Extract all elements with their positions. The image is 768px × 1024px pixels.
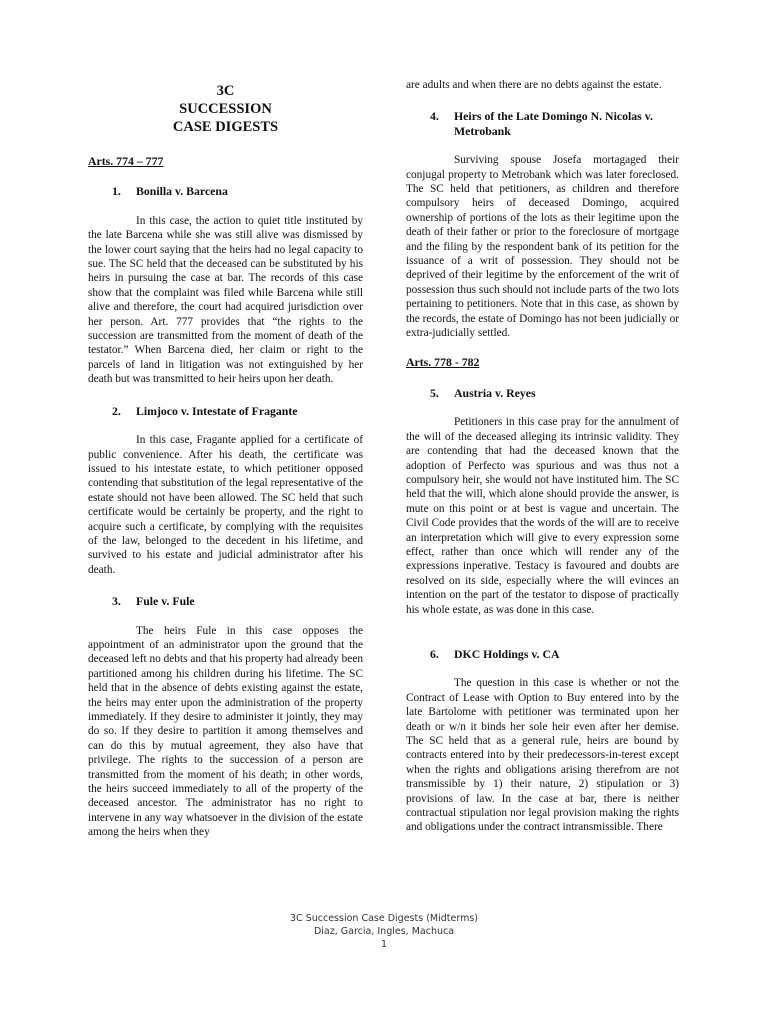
case-heading-6 (406, 647, 679, 661)
case-body-4: Surviving spouse Josefa mortagaged their conjugal property to Metrobank which was later foreclosed. The SC held that petitioners, as children and therefore compulsory heirs of deceased Domingo, acquired ownership of portions of the lots as their legitime upon the death of their father or prior to the foreclosure of mortgage and the filing by the respondent bank of its petition for the issuance of a writ of possession. They should not be deprived of their legitime by the enforcement of the writ of possession thus such should not include parts of the two lots pertaining to petitioners. Note that in this case, as shown by the records, the estate of Domingo has not been judicially or extra-judicially settled. (406, 154, 679, 340)
continuation-text: are adults and when there are no debts against the estate. (406, 79, 662, 91)
document-title (88, 82, 363, 136)
case-number: 3. (112, 594, 121, 609)
case-body-5: Petitioners in this case pray for the annulment of the will of the deceased alleging its intrinsic validity. They are contending that had the deceased known that the adoption of Perfecto was spurious and was thus not a compulsory heir, she would not have instituted him. The SC held that the will, which alone should provide the answer, is mute on this point or at best is vague and uncertain. The Civil Code provides that the words of the will are to receive an interpretation which will give to every expression some effect, rather than once which will render any of the expressions inperative. Testacy is favoured and doubts are resolved on its side, especially where the will evinces an intention on the part of the testator to dispose of practically his whole estate, as was done in this case. (406, 416, 679, 616)
page-footer (0, 912, 768, 951)
case-number: 1. (112, 184, 121, 199)
footer-title: 3C Succession Case Digests (Midterms) (290, 913, 478, 924)
case-heading-5 (406, 386, 679, 400)
case-body-6: The question in this case is whether or not the Contract of Lease with Option to Buy entered into by the late Bartolome with petitioner was terminated upon her death or w/n it binds her sole heir even after her demise. The SC held that as a general rule, heirs are bound by contracts entered into by their predecessors-in-terest except when the rights and obligations arising therefrom are not transmissible by 1) their nature, 2) stipulation or 3) provisions of law. In the case at bar, there is neither contractual stipulation nor legal provision making the rights and obligations under the contract intransmissible. There (406, 677, 679, 834)
case-heading-1 (88, 184, 363, 198)
case-name: Bonilla v. Barcena (136, 184, 228, 199)
section-heading-arts-778-782: Arts. 778 - 782 (406, 354, 480, 369)
title-line-2: SUCCESSION (179, 101, 272, 117)
case-name: Limjoco v. Intestate of Fragante (136, 403, 298, 418)
case-number: 4. (430, 109, 439, 124)
case-body-2: In this case, Fragante applied for a certificate of public convenience. After his death, the certificate was issued to his intestate estate, to which petitioner opposed contending that substitution of the legal representative of the estate should not have been allowed. The SC held that such certificate would be certainly be property, and the right to acquire such a certificate, by complying with the requisites of the law, belonged to the decedent in his lifetime, and survived to his estate and judicial administrator after his death. (88, 434, 363, 576)
left-column (88, 78, 363, 840)
case-heading-3 (88, 594, 363, 608)
case-heading-2 (88, 404, 363, 418)
case-name: Heirs of the Late Domingo N. Nicolas v. Metrobank (454, 109, 653, 138)
right-column (406, 78, 679, 835)
case-number: 6. (430, 647, 439, 661)
title-line-1: 3C (216, 83, 235, 99)
footer-authors: Diaz, Garcia, Ingles, Machuca (313, 926, 455, 937)
title-line-3: CASE DIGESTS (172, 119, 279, 135)
case-name: Austria v. Reyes (454, 385, 536, 400)
case-number: 5. (430, 385, 439, 400)
section-heading-arts-774-777: Arts. 774 – 777 (88, 154, 164, 168)
case-name: DKC Holdings v. CA (454, 647, 560, 661)
case-heading-4 (406, 109, 679, 138)
case-number: 2. (112, 403, 121, 418)
case-body-1: In this case, the action to quiet title instituted by the late Barcena while she was still alive was dismissed by the lower court saying that the heirs had no legal capacity to sue. The SC held that the deceased can be substituted by his heirs in pursuing the case at bar. The records of this case show that the complaint was filed while Barcena while still alive and therefore, the court had acquired jurisdiction over her person. Art. 777 provides that “the rights to the succession are transmitted from the moment of death of the testator.” When Barcena died, her claim or right to the parcels of land in litigation was not extinguished by her death but was transmitted to heir heirs upon her death. (88, 214, 363, 386)
case-body-3: The heirs Fule in this case opposes the appointment of an administrator upon the ground that the deceased left no debts and that his property had already been partitioned among his children during his lifetime. The SC held that in the absence of debts existing against the estate, the heirs may enter upon the administration of the property immediately. If they desire to administer it jointly, they may do so. If they desire to partition it among themselves and can do this by mutual agreement, they also have that privilege. The rights to the succession of a person are transmitted from the moment of his death; in other words, the heirs succeed immediately to all of the property of the deceased ancestor. The administrator has no right to intervene in any way whatsoever in the division of the estate among the heirs when they (88, 624, 363, 839)
page-number: 1 (380, 939, 388, 950)
case-name: Fule v. Fule (136, 594, 195, 609)
